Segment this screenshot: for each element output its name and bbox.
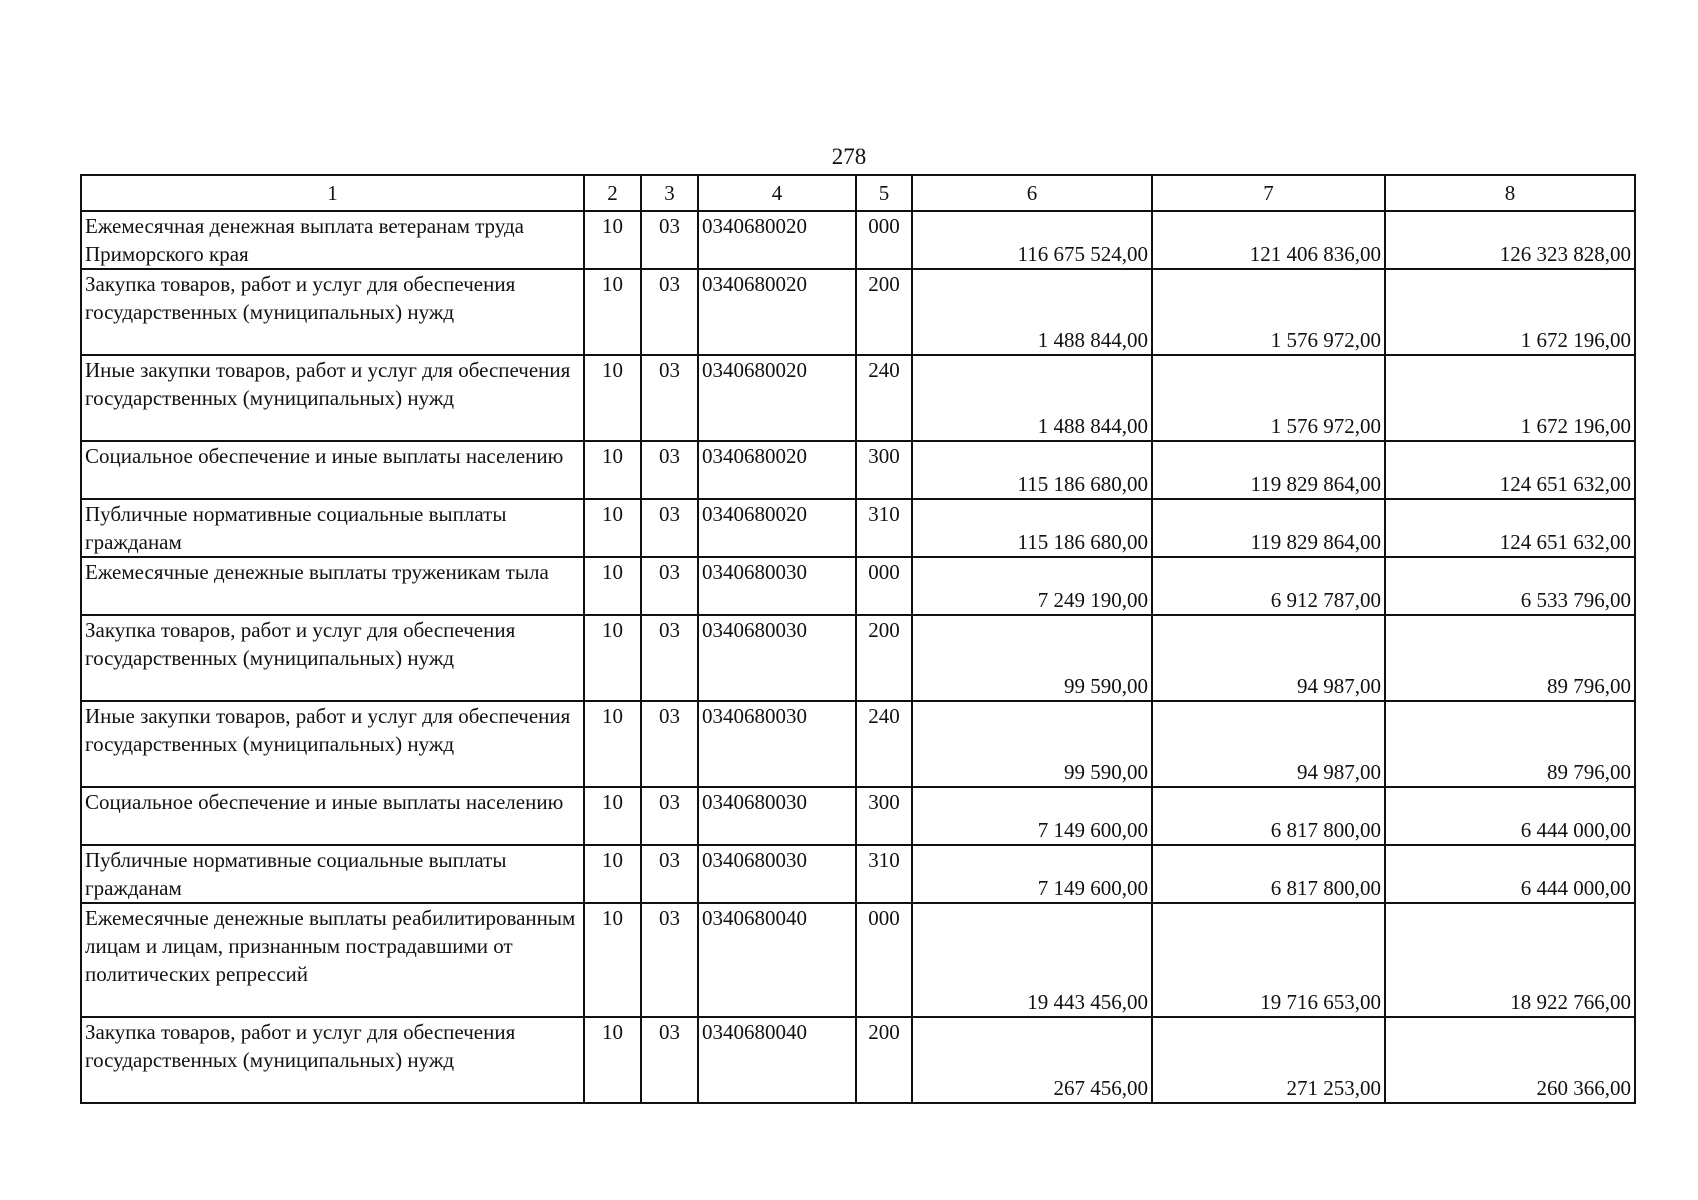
section-code-cell: 10 — [584, 211, 641, 269]
amount-col8-cell: 1 672 196,00 — [1385, 269, 1635, 355]
amount-col6-cell: 7 249 190,00 — [912, 557, 1152, 615]
table-row — [81, 1017, 1635, 1103]
column-header: 7 — [1152, 175, 1385, 211]
amount-col6-cell: 115 186 680,00 — [912, 441, 1152, 499]
target-article-cell: 0340680020 — [698, 211, 856, 269]
row-name-cell: Закупка товаров, работ и услуг для обеспечения государственных (муниципальных) нужд — [81, 269, 584, 355]
amount-col8-cell: 126 323 828,00 — [1385, 211, 1635, 269]
table-row — [81, 355, 1635, 441]
amount-col8-cell: 260 366,00 — [1385, 1017, 1635, 1103]
subsection-code-cell: 03 — [641, 787, 698, 845]
expense-type-cell: 000 — [856, 557, 912, 615]
amount-col6-cell: 7 149 600,00 — [912, 787, 1152, 845]
table-row — [81, 903, 1635, 1017]
amount-col8-cell: 6 444 000,00 — [1385, 845, 1635, 903]
section-code-cell: 10 — [584, 845, 641, 903]
row-name-cell: Ежемесячные денежные выплаты труженикам тыла — [81, 557, 584, 615]
column-header: 4 — [698, 175, 856, 211]
table-row — [81, 701, 1635, 787]
amount-col8-cell: 1 672 196,00 — [1385, 355, 1635, 441]
row-name-cell: Ежемесячная денежная выплата ветеранам труда Приморского края — [81, 211, 584, 269]
amount-col7-cell: 271 253,00 — [1152, 1017, 1385, 1103]
amount-col7-cell: 119 829 864,00 — [1152, 499, 1385, 557]
amount-col7-cell: 1 576 972,00 — [1152, 269, 1385, 355]
amount-col7-cell: 94 987,00 — [1152, 615, 1385, 701]
amount-col7-cell: 1 576 972,00 — [1152, 355, 1385, 441]
header-row — [81, 175, 1635, 211]
table-row — [81, 845, 1635, 903]
column-header: 2 — [584, 175, 641, 211]
target-article-cell: 0340680030 — [698, 845, 856, 903]
amount-col7-cell: 121 406 836,00 — [1152, 211, 1385, 269]
amount-col8-cell: 89 796,00 — [1385, 615, 1635, 701]
expense-type-cell: 240 — [856, 355, 912, 441]
expense-type-cell: 000 — [856, 903, 912, 1017]
subsection-code-cell: 03 — [641, 499, 698, 557]
subsection-code-cell: 03 — [641, 355, 698, 441]
section-code-cell: 10 — [584, 499, 641, 557]
target-article-cell: 0340680020 — [698, 441, 856, 499]
section-code-cell: 10 — [584, 701, 641, 787]
table-row — [81, 499, 1635, 557]
subsection-code-cell: 03 — [641, 557, 698, 615]
amount-col7-cell: 6 817 800,00 — [1152, 787, 1385, 845]
amount-col6-cell: 115 186 680,00 — [912, 499, 1152, 557]
section-code-cell: 10 — [584, 787, 641, 845]
amount-col7-cell: 119 829 864,00 — [1152, 441, 1385, 499]
target-article-cell: 0340680020 — [698, 269, 856, 355]
subsection-code-cell: 03 — [641, 211, 698, 269]
amount-col7-cell: 6 912 787,00 — [1152, 557, 1385, 615]
expense-type-cell: 300 — [856, 441, 912, 499]
amount-col8-cell: 89 796,00 — [1385, 701, 1635, 787]
expense-type-cell: 200 — [856, 615, 912, 701]
amount-col7-cell: 94 987,00 — [1152, 701, 1385, 787]
table-row — [81, 615, 1635, 701]
amount-col8-cell: 6 533 796,00 — [1385, 557, 1635, 615]
table-row — [81, 269, 1635, 355]
budget-table — [80, 174, 1636, 1104]
column-header: 1 — [81, 175, 584, 211]
target-article-cell: 0340680030 — [698, 701, 856, 787]
row-name-cell: Ежемесячные денежные выплаты реабилитированным лицам и лицам, признанным пострадавшими от политических репрессий — [81, 903, 584, 1017]
row-name-cell: Иные закупки товаров, работ и услуг для обеспечения государственных (муниципальных) нужд — [81, 701, 584, 787]
amount-col6-cell: 1 488 844,00 — [912, 355, 1152, 441]
target-article-cell: 0340680040 — [698, 903, 856, 1017]
target-article-cell: 0340680020 — [698, 355, 856, 441]
expense-type-cell: 200 — [856, 1017, 912, 1103]
subsection-code-cell: 03 — [641, 269, 698, 355]
table-row — [81, 441, 1635, 499]
amount-col8-cell: 124 651 632,00 — [1385, 441, 1635, 499]
target-article-cell: 0340680020 — [698, 499, 856, 557]
expense-type-cell: 000 — [856, 211, 912, 269]
target-article-cell: 0340680030 — [698, 787, 856, 845]
table-row — [81, 211, 1635, 269]
row-name-cell: Публичные нормативные социальные выплаты гражданам — [81, 845, 584, 903]
amount-col8-cell: 18 922 766,00 — [1385, 903, 1635, 1017]
expense-type-cell: 310 — [856, 499, 912, 557]
page-number: 278 — [831, 144, 867, 169]
target-article-cell: 0340680030 — [698, 557, 856, 615]
row-name-cell: Закупка товаров, работ и услуг для обеспечения государственных (муниципальных) нужд — [81, 615, 584, 701]
row-name-cell: Иные закупки товаров, работ и услуг для обеспечения государственных (муниципальных) нужд — [81, 355, 584, 441]
expense-type-cell: 200 — [856, 269, 912, 355]
column-header: 6 — [912, 175, 1152, 211]
subsection-code-cell: 03 — [641, 615, 698, 701]
amount-col6-cell: 19 443 456,00 — [912, 903, 1152, 1017]
column-header: 8 — [1385, 175, 1635, 211]
section-code-cell: 10 — [584, 355, 641, 441]
amount-col6-cell: 7 149 600,00 — [912, 845, 1152, 903]
row-name-cell: Закупка товаров, работ и услуг для обеспечения государственных (муниципальных) нужд — [81, 1017, 584, 1103]
row-name-cell: Публичные нормативные социальные выплаты гражданам — [81, 499, 584, 557]
table-row — [81, 557, 1635, 615]
section-code-cell: 10 — [584, 269, 641, 355]
row-name-cell: Социальное обеспечение и иные выплаты населению — [81, 441, 584, 499]
column-header: 3 — [641, 175, 698, 211]
amount-col6-cell: 116 675 524,00 — [912, 211, 1152, 269]
target-article-cell: 0340680030 — [698, 615, 856, 701]
expense-type-cell: 310 — [856, 845, 912, 903]
target-article-cell: 0340680040 — [698, 1017, 856, 1103]
subsection-code-cell: 03 — [641, 441, 698, 499]
row-name-cell: Социальное обеспечение и иные выплаты населению — [81, 787, 584, 845]
subsection-code-cell: 03 — [641, 701, 698, 787]
table-row — [81, 787, 1635, 845]
section-code-cell: 10 — [584, 903, 641, 1017]
subsection-code-cell: 03 — [641, 845, 698, 903]
amount-col8-cell: 124 651 632,00 — [1385, 499, 1635, 557]
expense-type-cell: 300 — [856, 787, 912, 845]
amount-col6-cell: 1 488 844,00 — [912, 269, 1152, 355]
subsection-code-cell: 03 — [641, 1017, 698, 1103]
section-code-cell: 10 — [584, 615, 641, 701]
amount-col8-cell: 6 444 000,00 — [1385, 787, 1635, 845]
column-header: 5 — [856, 175, 912, 211]
expense-type-cell: 240 — [856, 701, 912, 787]
section-code-cell: 10 — [584, 441, 641, 499]
amount-col6-cell: 267 456,00 — [912, 1017, 1152, 1103]
amount-col7-cell: 19 716 653,00 — [1152, 903, 1385, 1017]
amount-col6-cell: 99 590,00 — [912, 701, 1152, 787]
section-code-cell: 10 — [584, 1017, 641, 1103]
subsection-code-cell: 03 — [641, 903, 698, 1017]
amount-col7-cell: 6 817 800,00 — [1152, 845, 1385, 903]
amount-col6-cell: 99 590,00 — [912, 615, 1152, 701]
section-code-cell: 10 — [584, 557, 641, 615]
